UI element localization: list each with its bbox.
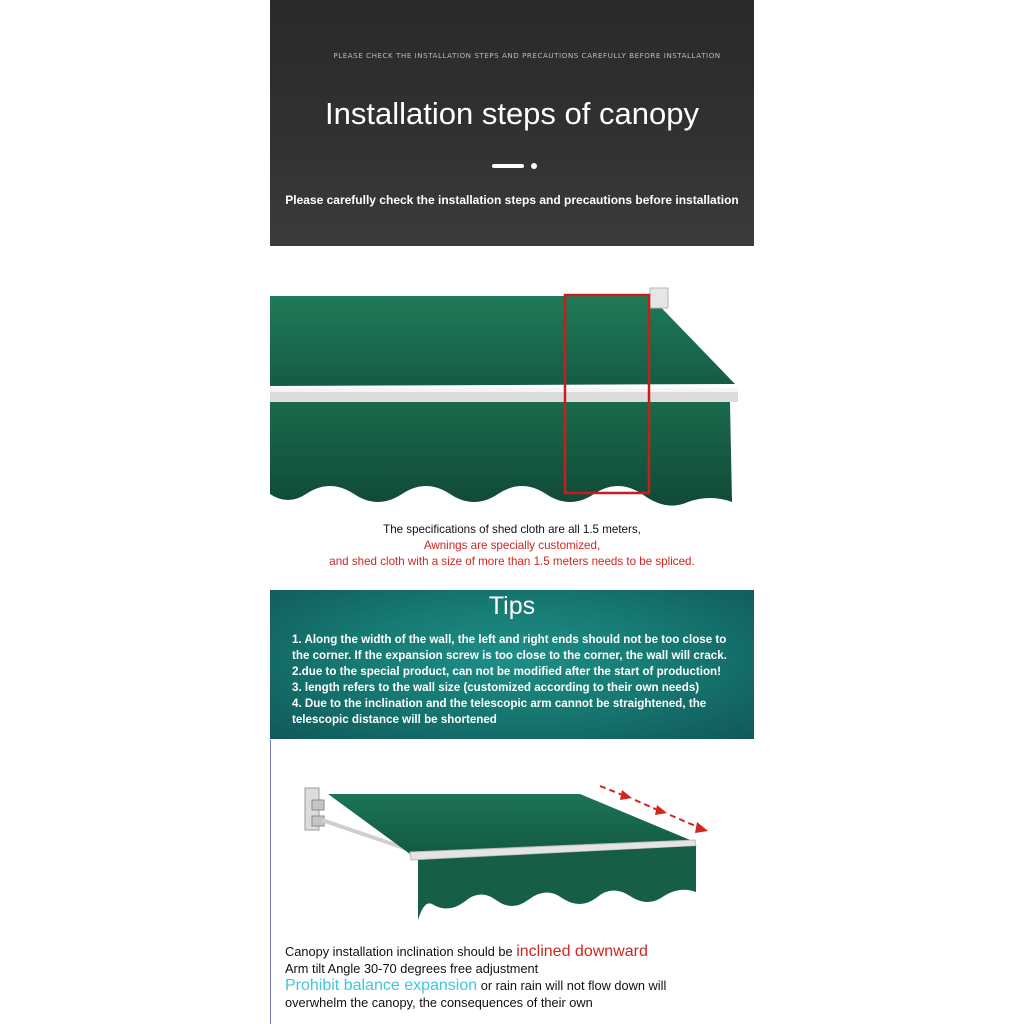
prohibit-balance-highlight: Prohibit balance expansion [285, 977, 478, 994]
tips-item-2: 2.due to the special product, can not be modified after the start of production! [292, 665, 721, 678]
tips-item-1: 1. Along the width of the wall, the left and right ends should not be too close to the corner. If the expansion screw is too close to the corner, the wall will crack. [292, 633, 727, 662]
instruction-line-3-suffix: or rain rain will not flow down will [477, 978, 667, 993]
inclination-instructions [285, 943, 725, 1011]
extended-awning-image [300, 780, 715, 930]
instruction-line-2: Arm tilt Angle 30-70 degrees free adjustment [285, 961, 539, 976]
spec-caption-line2: Awnings are specially customized, [423, 539, 601, 552]
instruction-line-3 [285, 977, 725, 994]
header-banner [270, 0, 754, 246]
awning-valance [270, 402, 732, 506]
title-dash-decoration [492, 164, 524, 168]
tips-item-4: 4. Due to the inclination and the telescopic arm cannot be straightened, the telescopic distance will be shortened [292, 697, 707, 726]
tips-item-3: 3. length refers to the wall size (customized according to their own needs) [292, 681, 700, 694]
header-subtitle: Please carefully check the installation steps and precautions before installation [285, 193, 739, 207]
awning-top-cloth [270, 296, 735, 386]
wall-bracket-icon [650, 288, 668, 308]
spec-caption-line1: The specifications of shed cloth are all 1.5 meters, [383, 523, 641, 536]
instruction-line-1-prefix: Canopy installation inclination should be [285, 944, 517, 959]
inclined-downward-highlight: inclined downward [516, 943, 648, 960]
side-divider-line [270, 740, 271, 1024]
page-title: Installation steps of canopy [325, 96, 699, 131]
header-top-note: PLEASE CHECK THE INSTALLATION STEPS AND PRECAUTIONS CAREFULLY BEFORE INSTALLATION [333, 51, 721, 60]
instruction-line-4: overwhelm the canopy, the consequences of their own [285, 995, 593, 1010]
spec-caption-line3: and shed cloth with a size of more than 1.5 meters needs to be spliced. [329, 555, 695, 568]
tips-list [292, 632, 742, 728]
instruction-line-1 [285, 943, 725, 960]
title-dot-decoration [531, 163, 537, 169]
tips-panel [270, 590, 754, 739]
tips-title: Tips [488, 592, 536, 620]
awning-closeup-image [270, 280, 742, 516]
